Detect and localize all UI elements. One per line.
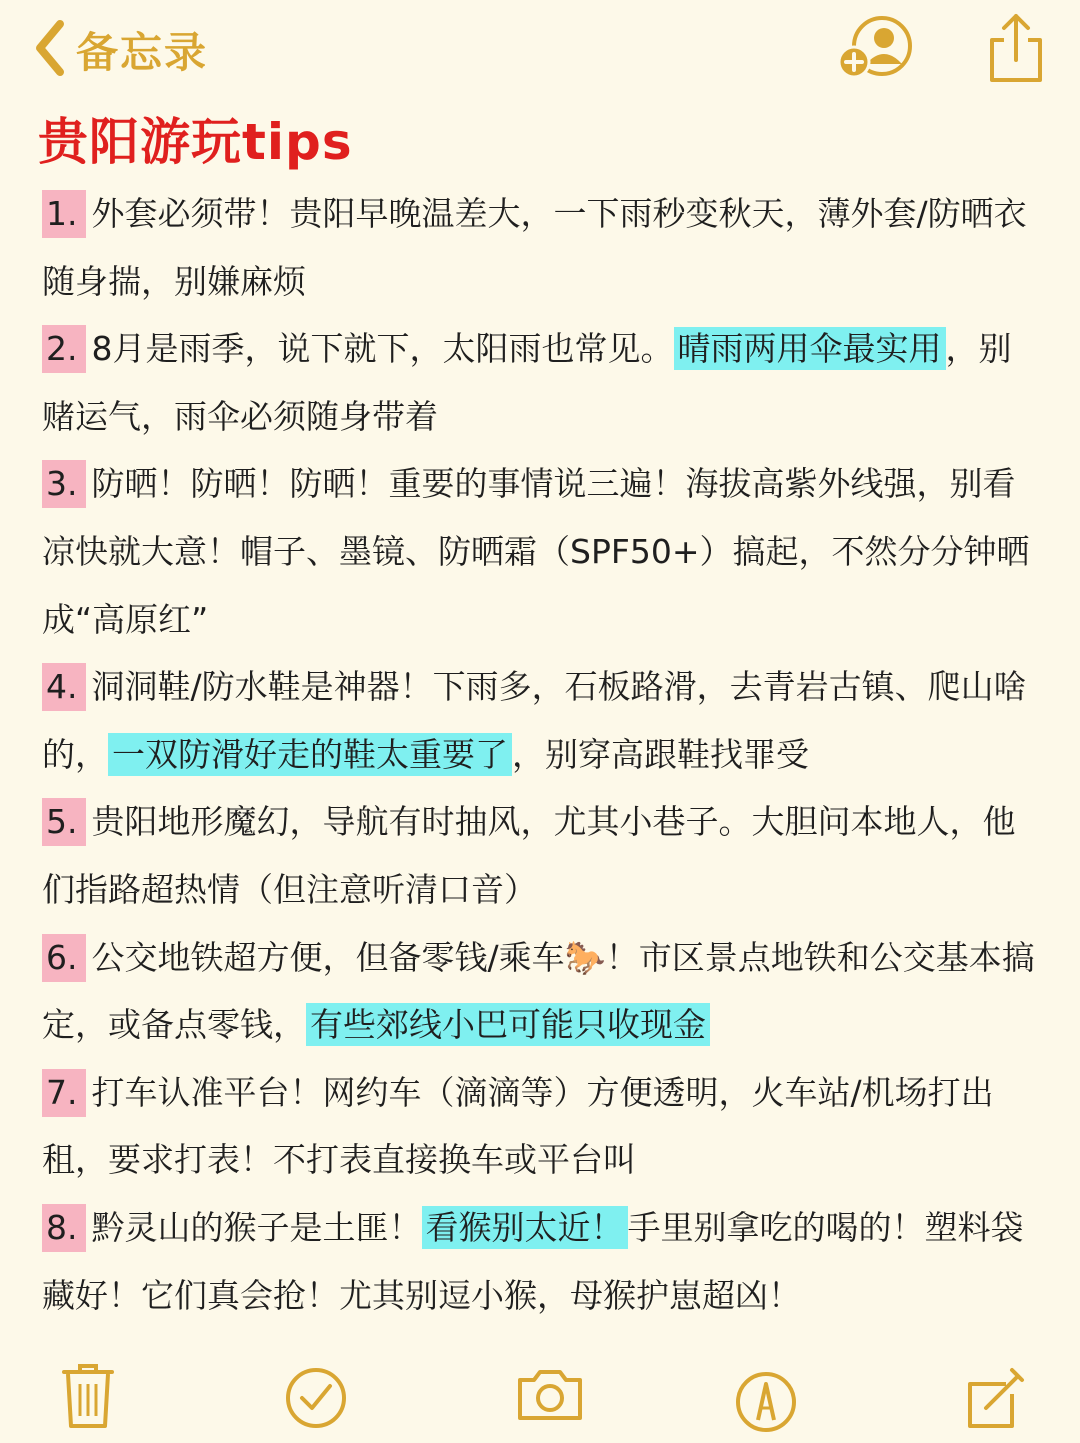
- tip-text: 外套必须带！贵阳早晚温差大，一下雨秒变秋天，薄外套/防晒衣随身揣，别嫌麻烦: [42, 194, 1027, 301]
- tip-item: [42, 653, 1042, 788]
- tip-highlight: 有些郊线小巴可能只收现金: [306, 1003, 710, 1046]
- camera-button[interactable]: [514, 1360, 586, 1426]
- chevron-left-icon: [30, 18, 70, 82]
- tip-number: 2.: [42, 325, 86, 373]
- camera-icon: [514, 1360, 586, 1426]
- tip-text-after: ，别穿高跟鞋找罪受: [512, 734, 809, 774]
- tip-text: 洞洞鞋/防水鞋是神器！下雨多，石板路滑，去青岩古镇、爬山啥的，: [42, 667, 1027, 774]
- tip-item: [42, 788, 1042, 923]
- add-person-icon: [836, 14, 916, 84]
- tip-number: 8.: [42, 1204, 86, 1252]
- tip-item: [42, 450, 1042, 653]
- note-title: 贵阳游玩tips: [38, 113, 353, 171]
- compose-button[interactable]: [962, 1360, 1026, 1432]
- tip-item: [42, 180, 1042, 315]
- tip-item: [42, 315, 1042, 450]
- tip-item: [42, 924, 1042, 1059]
- share-button[interactable]: [984, 10, 1048, 86]
- tip-text: 8月是雨季，说下就下，太阳雨也常见。: [91, 329, 674, 369]
- tips-list[interactable]: [42, 180, 1042, 1329]
- bottom-toolbar: [0, 1360, 1080, 1443]
- tip-number: 6.: [42, 934, 86, 982]
- trash-icon: [58, 1360, 118, 1432]
- tip-number: 1.: [42, 190, 86, 238]
- tip-number: 3.: [42, 460, 86, 508]
- tip-text: 公交地铁超方便，但备零钱/乘车🐎！市区景点地铁和公交基本搞定，或备点零钱，: [42, 937, 1035, 1045]
- tip-text: 贵阳地形魔幻，导航有时抽风，尤其小巷子。大胆问本地人，他们指路超热情（但注意听清口音）: [42, 802, 1016, 909]
- delete-button[interactable]: [58, 1360, 118, 1432]
- tip-highlight: 晴雨两用伞最实用: [674, 327, 946, 370]
- checklist-button[interactable]: [284, 1360, 348, 1430]
- tip-highlight: 一双防滑好走的鞋太重要了: [108, 733, 512, 776]
- tip-item: [42, 1059, 1042, 1194]
- back-label: 备忘录: [76, 28, 209, 77]
- tip-number: 5.: [42, 798, 86, 846]
- back-button[interactable]: [30, 18, 208, 82]
- tip-text: 防晒！防晒！防晒！重要的事情说三遍！海拔高紫外线强，别看凉快就大意！帽子、墨镜、防晒霜（SPF50+）搞起，不然分分钟晒成“高原红”: [42, 464, 1030, 639]
- markup-button[interactable]: [734, 1360, 798, 1432]
- tip-number: 7.: [42, 1069, 86, 1117]
- tip-text-after: 手里别拿吃的喝的！塑料袋藏好！它们真会抢！尤其别逗小猴，母猴护崽超凶！: [42, 1207, 1024, 1315]
- checklist-icon: [284, 1360, 348, 1430]
- tip-highlight: 看猴别太近！: [422, 1206, 628, 1249]
- markup-icon: [734, 1360, 798, 1432]
- compose-icon: [962, 1360, 1026, 1432]
- tip-item: [42, 1194, 1042, 1329]
- tip-number: 4.: [42, 663, 86, 711]
- tip-text-after: ，别赌运气，雨伞必须随身带着: [42, 329, 1012, 436]
- add-person-button[interactable]: [836, 14, 916, 84]
- tip-text: 打车认准平台！网约车（滴滴等）方便透明，火车站/机场打出租，要求打表！不打表直接换车或平台叫: [42, 1072, 994, 1180]
- tip-text: 黔灵山的猴子是土匪！: [91, 1207, 422, 1247]
- navigation-bar: [0, 0, 1080, 100]
- share-icon: [984, 10, 1048, 86]
